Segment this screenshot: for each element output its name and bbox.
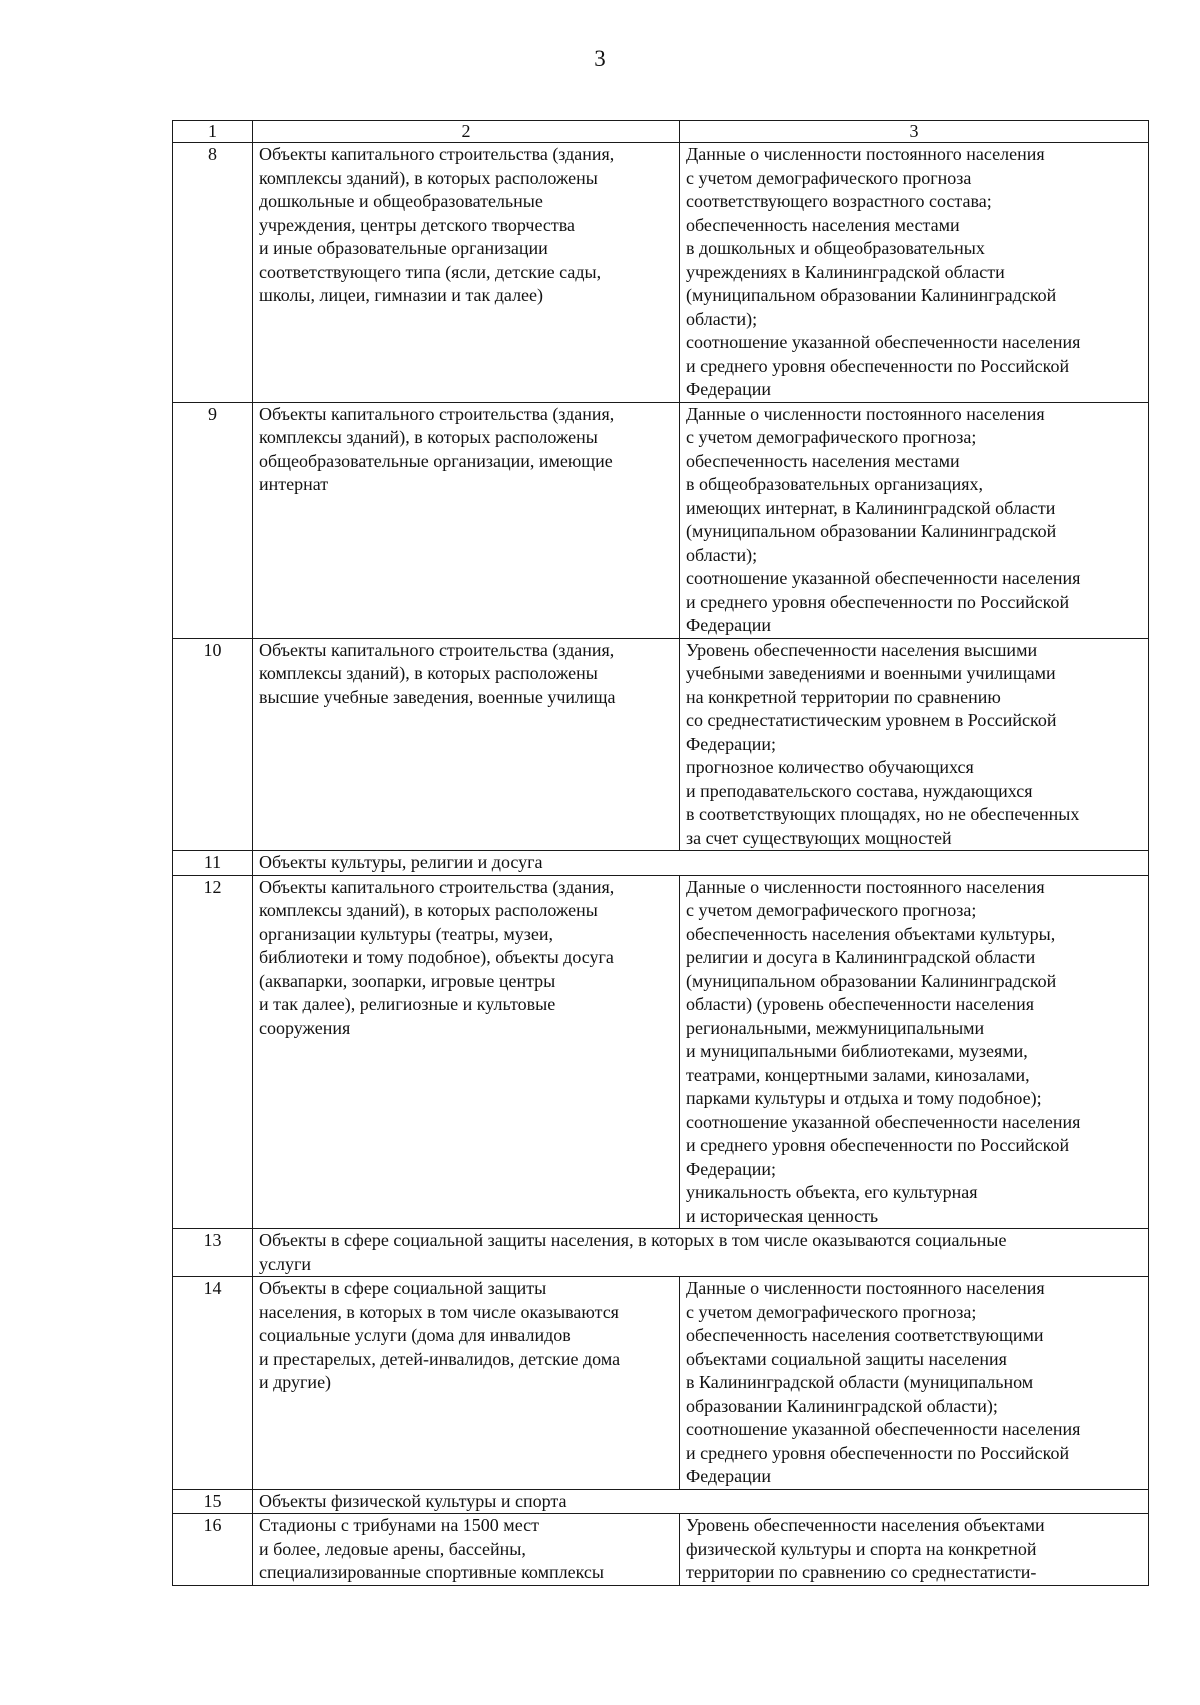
row-number: 9 bbox=[173, 402, 253, 638]
cell-line: обеспеченность населения местами bbox=[686, 214, 960, 235]
cell-line: и среднего уровня обеспеченности по Российской bbox=[686, 1442, 1070, 1463]
object-type-cell bbox=[253, 143, 680, 403]
cell-line: комплексы зданий), в которых расположены bbox=[259, 427, 598, 447]
cell-line: учреждениях в Калининградской области bbox=[686, 261, 1005, 282]
table-row bbox=[173, 638, 1149, 851]
cell-line: Данные о численности постоянного населения bbox=[686, 144, 1045, 164]
cell-line: и престарелых, детей-инвалидов, детские дома bbox=[259, 1348, 621, 1369]
cell-line: библиотеки и тому подобное), объекты досуга bbox=[259, 947, 614, 967]
cell-line: комплексы зданий), в которых расположены bbox=[259, 663, 598, 683]
criteria-cell bbox=[680, 875, 1149, 1229]
cell-line: за счет существующих мощностей bbox=[686, 827, 952, 848]
table-row bbox=[173, 1489, 1149, 1514]
cell-line: и среднего уровня обеспеченности по Российской bbox=[686, 1135, 1070, 1155]
cell-line: социальные услуги (дома для инвалидов bbox=[259, 1325, 571, 1345]
criteria-cell bbox=[680, 638, 1149, 851]
row-number: 13 bbox=[173, 1229, 253, 1277]
header-cell-2: 2 bbox=[253, 121, 680, 143]
cell-line: прогнозное количество обучающихся bbox=[686, 757, 974, 777]
cell-line: в соответствующих площадях, но не обеспеченных bbox=[686, 804, 1080, 824]
row-number: 14 bbox=[173, 1277, 253, 1490]
cell-line: с учетом демографического прогноза bbox=[686, 167, 972, 188]
cell-line: комплексы зданий), в которых расположены bbox=[259, 900, 598, 920]
cell-line: со среднестатистическим уровнем в Российской bbox=[686, 710, 1057, 730]
cell-line: Федерации; bbox=[686, 733, 777, 754]
cell-line: обеспеченность населения местами bbox=[686, 450, 960, 471]
cell-line: сооружения bbox=[259, 1017, 351, 1038]
row-number: 8 bbox=[173, 143, 253, 403]
cell-line: Объекты культуры, религии и досуга bbox=[259, 852, 543, 872]
cell-line: с учетом демографического прогноза; bbox=[686, 900, 977, 920]
cell-line: области) (уровень обеспеченности населения bbox=[686, 994, 1034, 1014]
cell-line: и другие) bbox=[259, 1372, 332, 1392]
cell-line: Данные о численности постоянного населения bbox=[686, 1278, 1045, 1298]
cell-line: Объекты в сфере социальной защиты населения, в которых в том числе оказываются социальные bbox=[259, 1230, 1007, 1250]
cell-line: Данные о численности постоянного населения bbox=[686, 403, 1045, 424]
cell-line: и среднего уровня обеспеченности по Российской bbox=[686, 355, 1070, 376]
criteria-cell bbox=[680, 1514, 1149, 1586]
cell-line: Федерации bbox=[686, 615, 772, 635]
table-row bbox=[173, 851, 1149, 876]
table-body bbox=[173, 121, 1149, 1586]
cell-line: территории по сравнению со среднестатисти- bbox=[686, 1562, 1037, 1582]
cell-line: Объекты капитального строительства (здания, bbox=[259, 144, 615, 164]
cell-line: объектами социальной защиты населения bbox=[686, 1348, 1007, 1369]
cell-line: (аквапарки, зоопарки, игровые центры bbox=[259, 970, 556, 991]
cell-line: Уровень обеспеченности населения высшими bbox=[686, 639, 1038, 660]
cell-line: обеспеченность населения объектами культуры, bbox=[686, 923, 1056, 944]
cell-line: Федерации bbox=[686, 379, 772, 399]
cell-line: уникальность объекта, его культурная bbox=[686, 1182, 978, 1202]
cell-line: с учетом демографического прогноза; bbox=[686, 1301, 977, 1322]
table-row bbox=[173, 143, 1149, 403]
row-number: 11 bbox=[173, 851, 253, 876]
criteria-cell bbox=[680, 1277, 1149, 1490]
cell-line: специализированные спортивные комплексы bbox=[259, 1562, 604, 1582]
cell-line: парками культуры и отдыха и тому подобное); bbox=[686, 1088, 1042, 1108]
row-number: 10 bbox=[173, 638, 253, 851]
table-row bbox=[173, 875, 1149, 1229]
cell-line: учреждения, центры детского творчества bbox=[259, 214, 575, 235]
cell-line: Стадионы с трибунами на 1500 мест bbox=[259, 1515, 539, 1535]
object-type-cell bbox=[253, 638, 680, 851]
cell-line: соотношение указанной обеспеченности населения bbox=[686, 1419, 1081, 1439]
cell-line: соотношение указанной обеспеченности населения bbox=[686, 1111, 1081, 1132]
header-row bbox=[173, 121, 1149, 143]
cell-line: высшие учебные заведения, военные училища bbox=[259, 686, 616, 707]
cell-line: на конкретной территории по сравнению bbox=[686, 686, 1001, 707]
section-heading-cell bbox=[253, 1229, 1149, 1277]
cell-line: и историческая ценность bbox=[686, 1205, 879, 1226]
criteria-cell bbox=[680, 402, 1149, 638]
row-number: 12 bbox=[173, 875, 253, 1229]
cell-line: имеющих интернат, в Калининградской области bbox=[686, 497, 1056, 518]
cell-line: и иные образовательные организации bbox=[259, 238, 548, 258]
cell-line: соотношение указанной обеспеченности населения bbox=[686, 332, 1081, 352]
cell-line: обеспеченность населения соответствующими bbox=[686, 1325, 1044, 1345]
header-cell-1: 1 bbox=[173, 121, 253, 143]
cell-line: Объекты в сфере социальной защиты bbox=[259, 1278, 547, 1298]
cell-line: общеобразовательные организации, имеющие bbox=[259, 450, 613, 471]
cell-line: соответствующего типа (ясли, детские сады, bbox=[259, 261, 602, 282]
cell-line: Федерации; bbox=[686, 1158, 777, 1179]
cell-line: и муниципальными библиотеками, музеями, bbox=[686, 1041, 1028, 1061]
cell-line: и более, ледовые арены, бассейны, bbox=[259, 1538, 526, 1559]
cell-line: (муниципальном образовании Калининградской bbox=[686, 285, 1057, 305]
table-row bbox=[173, 1514, 1149, 1586]
cell-line: соотношение указанной обеспеченности населения bbox=[686, 568, 1081, 588]
cell-line: Данные о численности постоянного населения bbox=[686, 876, 1045, 897]
page-number: 3 bbox=[594, 46, 606, 71]
cell-line: дошкольные и общеобразовательные bbox=[259, 191, 543, 211]
cell-line: и так далее), религиозные и культовые bbox=[259, 994, 556, 1014]
cell-line: соответствующего возрастного состава; bbox=[686, 191, 992, 211]
object-type-cell bbox=[253, 402, 680, 638]
cell-line: Объекты капитального строительства (здания, bbox=[259, 876, 615, 897]
object-type-cell bbox=[253, 875, 680, 1229]
cell-line: организации культуры (театры, музеи, bbox=[259, 923, 553, 944]
cell-line: (муниципальном образовании Калининградской bbox=[686, 521, 1057, 541]
cell-line: театрами, концертными залами, кинозалами, bbox=[686, 1064, 1030, 1085]
cell-line: населения, в которых в том числе оказываются bbox=[259, 1301, 619, 1322]
section-heading-cell bbox=[253, 851, 1149, 876]
cell-line: услуги bbox=[259, 1253, 311, 1274]
cell-line: интернат bbox=[259, 474, 329, 494]
cell-line: физической культуры и спорта на конкретной bbox=[686, 1538, 1037, 1559]
table-row bbox=[173, 402, 1149, 638]
cell-line: образовании Калининградской области); bbox=[686, 1395, 998, 1416]
object-type-cell bbox=[253, 1514, 680, 1586]
cell-line: области); bbox=[686, 544, 758, 565]
cell-line: Объекты капитального строительства (здания, bbox=[259, 639, 615, 660]
cell-line: Федерации bbox=[686, 1466, 772, 1486]
cell-line: региональными, межмуниципальными bbox=[686, 1017, 985, 1038]
row-number: 15 bbox=[173, 1489, 253, 1514]
cell-line: Объекты капитального строительства (здания, bbox=[259, 403, 615, 424]
requirements-table bbox=[172, 120, 1149, 1586]
cell-line: Объекты физической культуры и спорта bbox=[259, 1490, 567, 1511]
cell-line: учебными заведениями и военными училищами bbox=[686, 663, 1056, 683]
cell-line: и среднего уровня обеспеченности по Российской bbox=[686, 591, 1070, 612]
table-row bbox=[173, 1229, 1149, 1277]
cell-line: Уровень обеспеченности населения объектами bbox=[686, 1515, 1045, 1535]
cell-line: школы, лицеи, гимназии и так далее) bbox=[259, 285, 544, 305]
table-row bbox=[173, 1277, 1149, 1490]
cell-line: комплексы зданий), в которых расположены bbox=[259, 167, 598, 188]
cell-line: в Калининградской области (муниципальном bbox=[686, 1372, 1034, 1392]
cell-line: с учетом демографического прогноза; bbox=[686, 427, 977, 447]
cell-line: (муниципальном образовании Калининградской bbox=[686, 970, 1057, 991]
cell-line: в общеобразовательных организациях, bbox=[686, 474, 983, 494]
cell-line: в дошкольных и общеобразовательных bbox=[686, 238, 985, 258]
row-number: 16 bbox=[173, 1514, 253, 1586]
section-heading-cell bbox=[253, 1489, 1149, 1514]
cell-line: и преподавательского состава, нуждающихся bbox=[686, 780, 1033, 801]
criteria-cell bbox=[680, 143, 1149, 403]
object-type-cell bbox=[253, 1277, 680, 1490]
header-cell-3: 3 bbox=[680, 121, 1149, 143]
cell-line: области); bbox=[686, 308, 758, 329]
cell-line: религии и досуга в Калининградской области bbox=[686, 947, 1036, 967]
